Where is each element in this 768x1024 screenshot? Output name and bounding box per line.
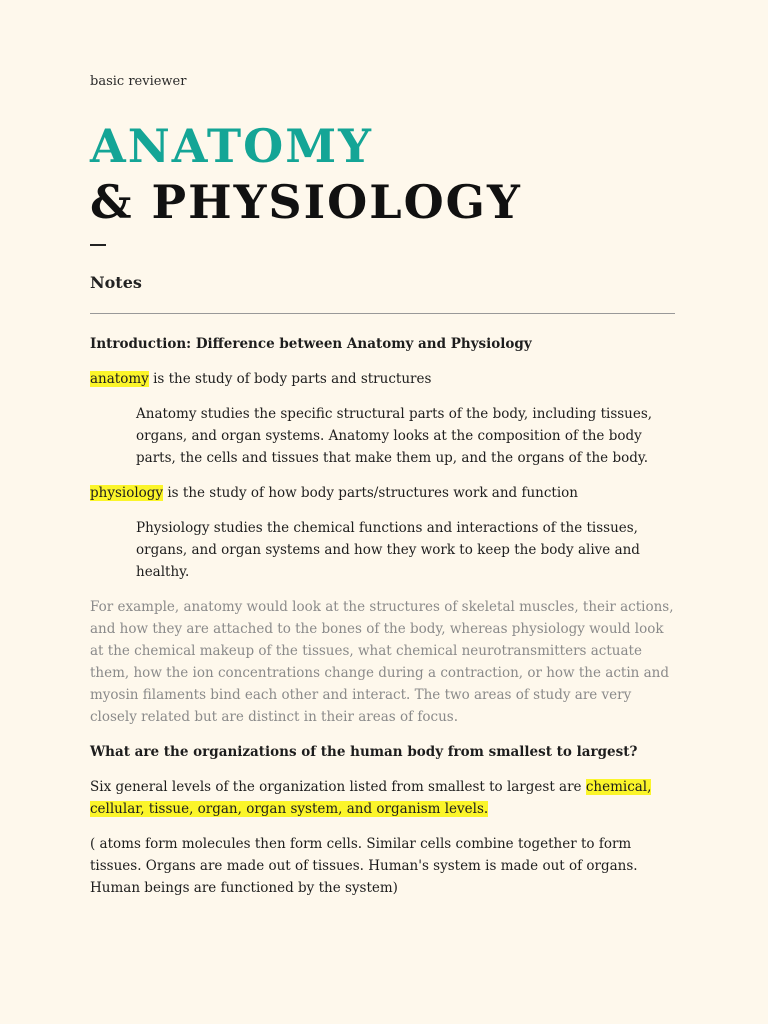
physiology-definition-text: is the study of how body parts/structures work and function [163,485,578,501]
anatomy-detail: Anatomy studies the specific structural parts of the body, including tissues, organs, and organ systems. Anatomy looks at the composition of the body parts, the cells and tissues that make them up, and the organs of the body. [136,406,653,466]
intro-heading: Introduction: Difference between Anatomy and Physiology [90,336,532,352]
document-subtitle: basic reviewer [90,74,187,89]
anatomy-definition [90,368,680,390]
notes-content [90,333,680,899]
physiology-detail: Physiology studies the chemical functions and interactions of the tissues, organs, and organ systems and how they work to keep the body alive and healthy. [136,520,640,580]
organization-question: What are the organizations of the human body from smallest to largest? [90,744,638,760]
horizontal-rule [90,313,675,314]
explanation-paragraph: ( atoms form molecules then form cells. Similar cells combine together to form tissues. Organs are made out of tissues. Human's system is made out of organs. Human beings are functioned by the system) [90,836,638,896]
example-paragraph: For example, anatomy would look at the structures of skeletal muscles, their actions, and how they are attached to the bones of the body, whereas physiology would look at the chemical makeup of the tissues, what chemical neurotransmitters actuate them, how the ion concentrations change during a contraction, or how the actin and myosin filaments bind each other and interact. The two areas of study are very closely related but are distinct in their areas of focus. [90,599,674,725]
physiology-term-highlight: physiology [90,485,164,501]
section-notes-heading: Notes [90,273,142,292]
levels-highlight: chemical, cellular, tissue, organ, organ system, and organism levels. [90,779,652,817]
title-dash-divider [90,244,106,246]
levels-paragraph [90,776,680,820]
physiology-definition [90,482,680,504]
anatomy-definition-text: is the study of body parts and structures [148,371,432,387]
title-anatomy: ANATOMY [90,119,373,173]
anatomy-term-highlight: anatomy [90,371,149,387]
title-physiology: & PHYSIOLOGY [90,175,522,229]
levels-text: Six general levels of the organization listed from smallest to largest are [90,779,586,795]
